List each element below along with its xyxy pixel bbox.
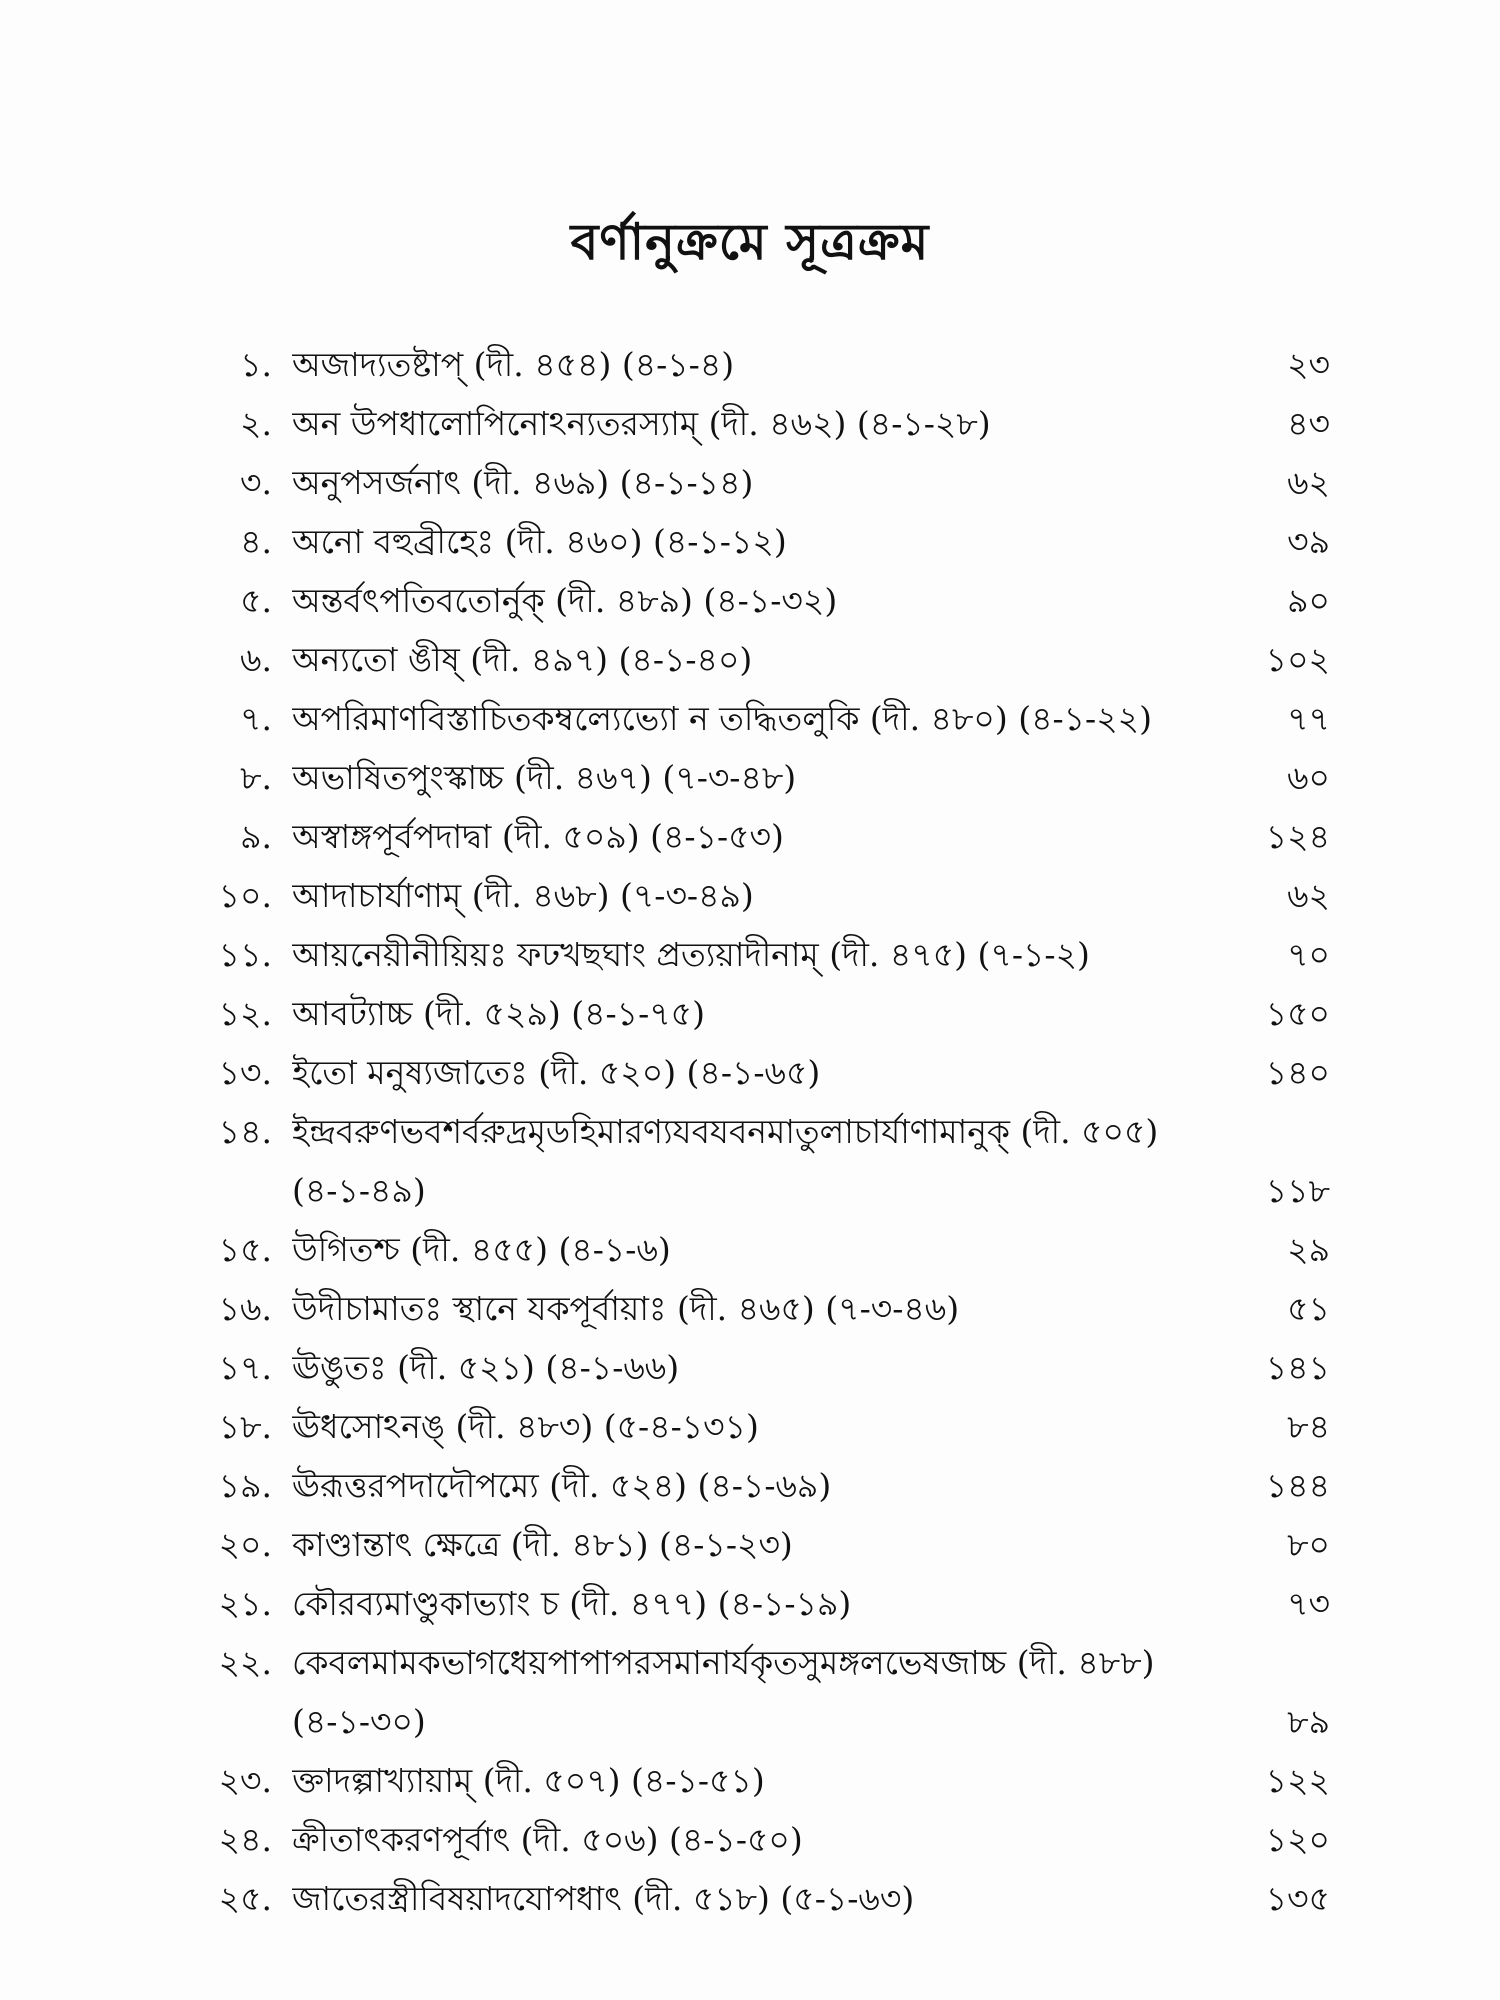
item-number: ৪. xyxy=(240,522,272,561)
page-number: ১১৮ xyxy=(1265,1171,1330,1210)
list-item-line xyxy=(180,1456,1330,1515)
sutra-text: অজাদ্যতষ্টাপ্ (দী. ৪৫৪) (৪-১-৪) xyxy=(292,345,735,384)
page-title: বর্ণানুক্রমে সূত্রক্রম xyxy=(570,212,930,271)
page-number: ৭০ xyxy=(1287,935,1330,974)
list-item xyxy=(180,1220,1330,1279)
page-number: ৩৯ xyxy=(1287,522,1330,561)
sutra-text: অভাষিতপুংস্কাচ্চ (দী. ৪৬৭) (৭-৩-৪৮) xyxy=(292,758,797,797)
list-item-line xyxy=(180,984,1330,1043)
page-number: ৯০ xyxy=(1287,581,1330,620)
list-item xyxy=(180,453,1330,512)
list-item xyxy=(180,984,1330,1043)
list-item-line xyxy=(180,1810,1330,1869)
item-number: ১৮. xyxy=(218,1407,272,1446)
item-number: ১৬. xyxy=(218,1289,272,1328)
page-number: ১৪৪ xyxy=(1265,1466,1330,1505)
page-number: ৭৭ xyxy=(1287,699,1330,738)
list-item-line xyxy=(180,1043,1330,1102)
sutra-reference: (৪-১-৩০) xyxy=(292,1702,426,1741)
list-item xyxy=(180,335,1330,394)
sutra-text: ঊঙুতঃ (দী. ৫২১) (৪-১-৬৬) xyxy=(292,1348,680,1387)
item-number: ১৩. xyxy=(218,1053,272,1092)
list-item xyxy=(180,1633,1330,1751)
list-item-line xyxy=(180,453,1330,512)
list-item xyxy=(180,807,1330,866)
item-number: ১২. xyxy=(218,994,272,1033)
list-item-line xyxy=(180,1102,1330,1161)
page-number: ১০২ xyxy=(1265,640,1330,679)
page-number: ৬২ xyxy=(1287,876,1330,915)
item-number: ১৫. xyxy=(218,1230,272,1269)
list-item xyxy=(180,1515,1330,1574)
item-number: ৭. xyxy=(240,699,272,738)
page-number: ৮৯ xyxy=(1287,1702,1330,1741)
page-number: ১২৪ xyxy=(1265,817,1330,856)
list-item-line xyxy=(180,1751,1330,1810)
sutra-text: উদীচামাতঃ স্থানে যকপূর্বায়াঃ (দী. ৪৬৫) (৭-৩-৪৬) xyxy=(292,1289,960,1328)
list-item xyxy=(180,512,1330,571)
page-number: ১৪১ xyxy=(1265,1348,1330,1387)
list-item xyxy=(180,1869,1330,1928)
sutra-text: অস্বাঙ্গপূর্বপদাদ্বা (দী. ৫০৯) (৪-১-৫৩) xyxy=(292,817,784,856)
page-number: ২৩ xyxy=(1287,345,1330,384)
page-number: ১৫০ xyxy=(1265,994,1330,1033)
list-item-line xyxy=(180,512,1330,571)
sutra-text: উগিতশ্চ (দী. ৪৫৫) (৪-১-৬) xyxy=(292,1230,671,1269)
page-number: ৪৩ xyxy=(1287,404,1330,443)
item-number: ১০. xyxy=(218,876,272,915)
sutra-text: কেবলমামকভাগধেয়পাপাপরসমানার্যকৃতসুমঙ্গলভেষজাচ্চ (দী. ৪৮৮) xyxy=(292,1643,1155,1682)
sutra-text: ক্রীতাৎকরণপূর্বাৎ (দী. ৫০৬) (৪-১-৫০) xyxy=(292,1820,803,1859)
page-number: ১২২ xyxy=(1265,1761,1330,1800)
item-number: ২. xyxy=(240,404,272,443)
item-number: ১৪. xyxy=(218,1112,272,1151)
item-number: ২৫. xyxy=(218,1879,272,1918)
sutra-text: কাণ্ডান্তাৎ ক্ষেত্রে (দী. ৪৮১) (৪-১-২৩) xyxy=(292,1525,793,1564)
list-item-line xyxy=(180,335,1330,394)
page-number: ৬০ xyxy=(1287,758,1330,797)
list-item xyxy=(180,1102,1330,1220)
page-number: ২৯ xyxy=(1287,1230,1330,1269)
item-number: ১৯. xyxy=(218,1466,272,1505)
list-item xyxy=(180,1574,1330,1633)
item-number: ২১. xyxy=(218,1584,272,1623)
list-item xyxy=(180,748,1330,807)
list-item-line xyxy=(180,1633,1330,1692)
item-number: ১৭. xyxy=(218,1348,272,1387)
list-item xyxy=(180,1279,1330,1338)
list-item xyxy=(180,689,1330,748)
page-number: ৮৪ xyxy=(1287,1407,1330,1446)
list-item xyxy=(180,394,1330,453)
page-number: ১২০ xyxy=(1265,1820,1330,1859)
page-number: ১৪০ xyxy=(1265,1053,1330,1092)
item-number: ৮. xyxy=(240,758,272,797)
item-number: ১. xyxy=(240,345,272,384)
list-item-line xyxy=(180,394,1330,453)
sutra-text: অপরিমাণবিস্তাচিতকম্বল্যেভ্যো ন তদ্ধিতলুকি (দী. ৪৮০) (৪-১-২২) xyxy=(292,699,1152,738)
list-item xyxy=(180,1751,1330,1810)
list-item-line xyxy=(180,1869,1330,1928)
list-item xyxy=(180,1456,1330,1515)
list-item-line xyxy=(180,1574,1330,1633)
list-item xyxy=(180,1397,1330,1456)
item-number: ২৪. xyxy=(218,1820,272,1859)
list-item xyxy=(180,1043,1330,1102)
page-number: ৬২ xyxy=(1287,463,1330,502)
sutra-index-list xyxy=(180,335,1330,1928)
list-item-line xyxy=(180,689,1330,748)
list-item-line xyxy=(180,1220,1330,1279)
list-item-line xyxy=(180,1397,1330,1456)
list-item xyxy=(180,866,1330,925)
item-number: ২২. xyxy=(218,1643,272,1682)
list-item-line xyxy=(180,866,1330,925)
sutra-text: জাতেরস্ত্রীবিষয়াদযোপধাৎ (দী. ৫১৮) (৫-১-৬৩) xyxy=(292,1879,915,1918)
sutra-text: ক্তাদল্পাখ্যায়াম্ (দী. ৫০৭) (৪-১-৫১) xyxy=(292,1761,765,1800)
item-number: ৩. xyxy=(240,463,272,502)
sutra-text: ইতো মনুষ্যজাতেঃ (দী. ৫২০) (৪-১-৬৫) xyxy=(292,1053,821,1092)
sutra-text: ঊধসোঽনঙ্ (দী. ৪৮৩) (৫-৪-১৩১) xyxy=(292,1407,759,1446)
list-item xyxy=(180,925,1330,984)
page-number: ১৩৫ xyxy=(1265,1879,1330,1918)
sutra-text: ঊরূত্তরপদাদৌপম্যে (দী. ৫২৪) (৪-১-৬৯) xyxy=(292,1466,832,1505)
list-item-line xyxy=(180,925,1330,984)
sutra-text: ইন্দ্রবরুণভবশর্বরুদ্রমৃডহিমারণ্যযবযবনমাতুলাচার্যাণামানুক্ (দী. ৫০৫) xyxy=(292,1112,1159,1151)
item-number: ৯. xyxy=(240,817,272,856)
sutra-text: অনুপসর্জনাৎ (দী. ৪৬৯) (৪-১-১৪) xyxy=(292,463,754,502)
sutra-text: অন্তর্বৎপতিবতোর্নুক্ (দী. ৪৮৯) (৪-১-৩২) xyxy=(292,581,838,620)
page-number: ৮০ xyxy=(1287,1525,1330,1564)
sutra-reference: (৪-১-৪৯) xyxy=(292,1171,426,1210)
list-item xyxy=(180,571,1330,630)
list-item-continuation xyxy=(180,1161,1330,1220)
list-item-line xyxy=(180,807,1330,866)
list-item-line xyxy=(180,748,1330,807)
page-number: ৭৩ xyxy=(1287,1584,1330,1623)
sutra-text: কৌরব্যমাণ্ডুকাভ্যাং চ (দী. ৪৭৭) (৪-১-১৯) xyxy=(292,1584,852,1623)
sutra-text: অন্যতো ঙীষ্ (দী. ৪৯৭) (৪-১-৪০) xyxy=(292,640,753,679)
sutra-text: অন উপধালোপিনোঽন্যতরস্যাম্ (দী. ৪৬২) (৪-১-২৮) xyxy=(292,404,991,443)
item-number: ১১. xyxy=(218,935,272,974)
sutra-text: আয়নেয়ীনীয়িয়ঃ ফঢখছঘাং প্রত্যয়াদীনাম্ (দী. ৪৭৫) (৭-১-২) xyxy=(292,935,1090,974)
list-item xyxy=(180,630,1330,689)
item-number: ২০. xyxy=(218,1525,272,1564)
sutra-text: আবট্যাচ্চ (দী. ৫২৯) (৪-১-৭৫) xyxy=(292,994,705,1033)
list-item xyxy=(180,1338,1330,1397)
list-item-line xyxy=(180,571,1330,630)
list-item-line xyxy=(180,630,1330,689)
page-number: ৫১ xyxy=(1287,1289,1330,1328)
list-item xyxy=(180,1810,1330,1869)
item-number: ২৩. xyxy=(218,1761,272,1800)
item-number: ৫. xyxy=(240,581,272,620)
list-item-line xyxy=(180,1515,1330,1574)
list-item-line xyxy=(180,1338,1330,1397)
sutra-text: আদাচার্যাণাম্ (দী. ৪৬৮) (৭-৩-৪৯) xyxy=(292,876,754,915)
list-item-continuation xyxy=(180,1692,1330,1751)
list-item-line xyxy=(180,1279,1330,1338)
sutra-text: অনো বহুব্রীহেঃ (দী. ৪৬০) (৪-১-১২) xyxy=(292,522,787,561)
item-number: ৬. xyxy=(240,640,272,679)
